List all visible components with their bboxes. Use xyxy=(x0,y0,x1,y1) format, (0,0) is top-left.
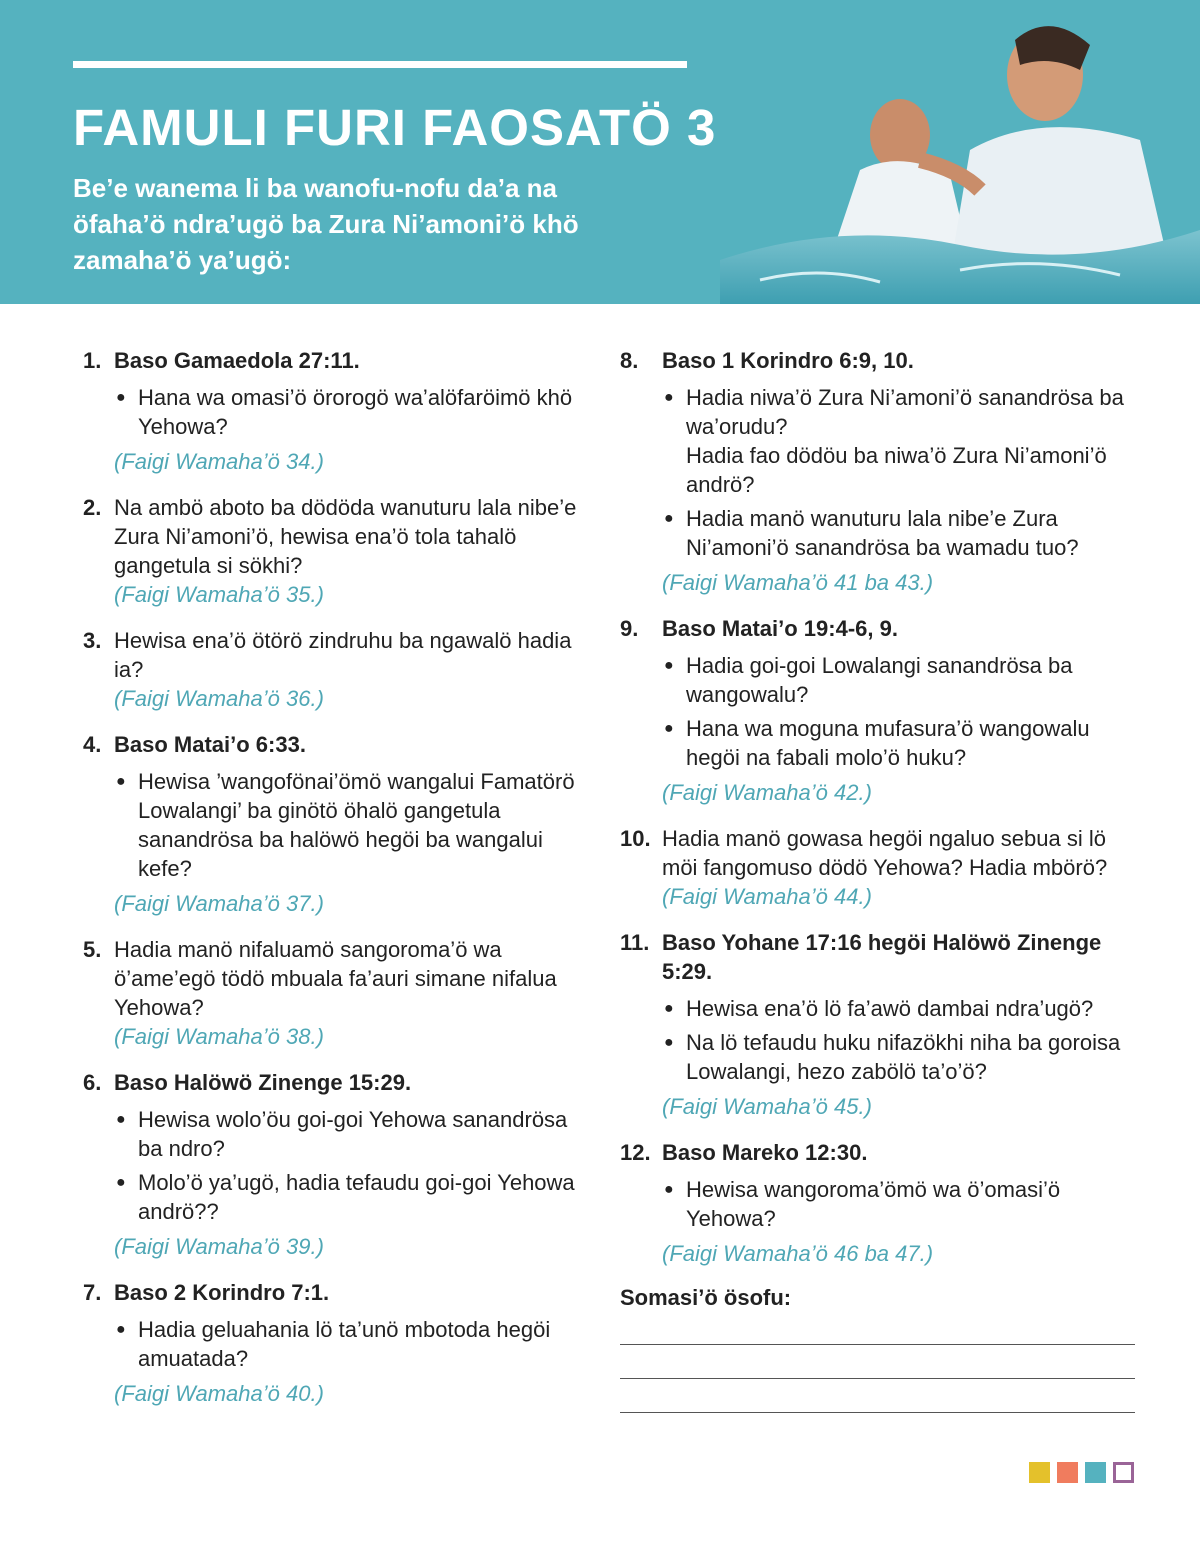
orange-square xyxy=(1057,1462,1078,1483)
question-number: 8. xyxy=(620,348,639,373)
question-number: 4. xyxy=(83,732,102,757)
question-item xyxy=(620,346,1135,597)
question-number: 1. xyxy=(83,348,102,373)
scripture-heading: Baso Halöwö Zinenge 15:29. xyxy=(114,1070,412,1095)
question-text: Hewisa ena’ö ötörö zindruhu ba ngawalö hadia ia? xyxy=(114,628,572,682)
question-number: 12. xyxy=(620,1140,651,1165)
bullet-dot-icon: ● xyxy=(664,720,674,737)
scripture-heading: Baso Yohane 17:16 hegöi Halöwö Zinenge 5:29. xyxy=(662,930,1102,984)
question-number: 7. xyxy=(83,1280,102,1305)
header-banner xyxy=(0,0,1200,304)
question-item xyxy=(83,626,583,713)
question-item xyxy=(620,614,1135,807)
bullet-item xyxy=(114,1168,583,1226)
bullet-text: Hana wa moguna mufasura’ö wangowalu hegöi na fabali molo’ö huku? xyxy=(686,716,1090,770)
notes-line xyxy=(620,1378,1135,1379)
question-body xyxy=(114,346,583,476)
scripture-heading: Baso Matai’o 19:4-6, 9. xyxy=(662,616,898,641)
question-body xyxy=(662,346,1135,597)
question-item xyxy=(83,346,583,476)
bullet-dot-icon: ● xyxy=(664,510,674,527)
lesson-reference: (Faigi Wamaha’ö 35.) xyxy=(114,582,324,607)
question-body xyxy=(114,626,583,713)
question-text: Hadia manö gowasa hegöi ngaluo sebua si lö möi fangomuso dödö Yehowa? Hadia mbörö? xyxy=(662,826,1108,880)
scripture-heading: Baso Matai’o 6:33. xyxy=(114,732,306,757)
left-column xyxy=(83,346,583,1425)
question-number: 3. xyxy=(83,628,102,653)
question-number: 11. xyxy=(620,930,650,955)
notes-line xyxy=(620,1412,1135,1413)
lesson-reference: (Faigi Wamaha’ö 39.) xyxy=(114,1234,324,1259)
bullet-dot-icon: ● xyxy=(664,1181,674,1198)
lesson-reference: (Faigi Wamaha’ö 41 ba 43.) xyxy=(662,570,934,595)
bullet-dot-icon: ● xyxy=(664,1034,674,1051)
lesson-reference: (Faigi Wamaha’ö 36.) xyxy=(114,686,324,711)
bullet-text: Hewisa wangoroma’ömö wa ö’omasi’ö Yehowa? xyxy=(686,1177,1061,1231)
bullet-dot-icon: ● xyxy=(664,389,674,406)
header-rule xyxy=(73,61,687,68)
question-body xyxy=(114,1278,583,1408)
notes-label: Somasi’ö ösofu: xyxy=(620,1285,792,1310)
question-text: Hadia manö nifaluamö sangoroma’ö wa ö’ame’egö tödö mbuala fa’auri simane nifalua Yehowa? xyxy=(114,937,557,1020)
question-body xyxy=(114,730,583,918)
bullet-text: Hadia goi-goi Lowalangi sanandrösa ba wangowalu? xyxy=(686,653,1073,707)
lesson-reference: (Faigi Wamaha’ö 44.) xyxy=(662,884,872,909)
question-number: 2. xyxy=(83,495,102,520)
color-squares xyxy=(1029,1462,1134,1483)
page-title: FAMULI FURI FAOSATÖ 3 xyxy=(73,99,717,156)
bullet-item xyxy=(662,383,1135,499)
question-item xyxy=(83,1278,583,1408)
question-item xyxy=(620,928,1135,1121)
scripture-heading: Baso 2 Korindro 7:1. xyxy=(114,1280,330,1305)
bullet-text: Hadia manö wanuturu lala nibe’e Zura Ni’amoni’ö sanandrösa ba wamadu tuo? xyxy=(686,506,1079,560)
lesson-reference: (Faigi Wamaha’ö 45.) xyxy=(662,1094,872,1119)
question-item xyxy=(83,1068,583,1261)
right-column xyxy=(620,346,1135,1413)
bullet-item xyxy=(662,1028,1135,1086)
lesson-reference: (Faigi Wamaha’ö 37.) xyxy=(114,891,324,916)
question-number: 9. xyxy=(620,616,639,641)
question-item xyxy=(620,1138,1135,1268)
bullet-text: Hadia niwa’ö Zura Ni’amoni’ö sanandrösa ba wa’orudu? Hadia fao dödöu ba niwa’ö Zura Ni’amoni’ö andrö? xyxy=(686,385,1124,497)
bullet-item xyxy=(662,1175,1135,1233)
question-body xyxy=(114,493,583,609)
page-subtitle: Be’e wanema li ba wanofu-nofu da’a na öfaha’ö ndra’ugö ba Zura Ni’amoni’ö khö zamaha’ö ya’ugö: xyxy=(73,173,579,275)
question-number: 10. xyxy=(620,826,651,851)
bullet-item xyxy=(662,714,1135,772)
lesson-reference: (Faigi Wamaha’ö 34.) xyxy=(114,449,324,474)
question-item xyxy=(83,493,583,609)
bullet-text: Na lö tefaudu huku nifazökhi niha ba goroisa Lowalangi, hezo zabölö ta’o’ö? xyxy=(686,1030,1121,1084)
bullet-item xyxy=(114,383,583,441)
bullet-text: Hewisa ena’ö lö fa’awö dambai ndra’ugö? xyxy=(686,996,1094,1021)
question-body xyxy=(114,935,583,1051)
lesson-reference: (Faigi Wamaha’ö 46 ba 47.) xyxy=(662,1241,934,1266)
bullet-item xyxy=(114,1105,583,1163)
teal-square xyxy=(1085,1462,1106,1483)
bullet-text: Hana wa omasi’ö örorogö wa’alöfaröimö khö Yehowa? xyxy=(138,385,573,439)
question-body xyxy=(114,1068,583,1261)
question-text: Na ambö aboto ba dödöda wanuturu lala nibe’e Zura Ni’amoni’ö, hewisa ena’ö tola tahalö gangetula si sökhi? xyxy=(114,495,577,578)
question-body xyxy=(662,1138,1135,1268)
bullet-dot-icon: ● xyxy=(116,773,126,790)
bullet-text: Hewisa ’wangofönai’ömö wangalui Famatörö Lowalangi’ ba ginötö öhalö gangetula sanandrösa ba halöwö hegöi ba wangalui kefe? xyxy=(138,769,575,881)
lesson-reference: (Faigi Wamaha’ö 40.) xyxy=(114,1381,324,1406)
bullet-dot-icon: ● xyxy=(664,657,674,674)
outline-square xyxy=(1113,1462,1134,1483)
bullet-item xyxy=(662,504,1135,562)
question-number: 5. xyxy=(83,937,102,962)
bullet-item xyxy=(114,767,583,883)
lesson-reference: (Faigi Wamaha’ö 42.) xyxy=(662,780,872,805)
yellow-square xyxy=(1029,1462,1050,1483)
question-body xyxy=(662,928,1135,1121)
scripture-heading: Baso Gamaedola 27:11. xyxy=(114,348,360,373)
notes-line xyxy=(620,1344,1135,1345)
question-body xyxy=(662,614,1135,807)
scripture-heading: Baso Mareko 12:30. xyxy=(662,1140,868,1165)
question-item xyxy=(83,935,583,1051)
bullet-item xyxy=(662,994,1135,1023)
bullet-item xyxy=(114,1315,583,1373)
question-item xyxy=(83,730,583,918)
bullet-text: Hewisa wolo’öu goi-goi Yehowa sanandrösa ba ndro? xyxy=(138,1107,568,1161)
bullet-dot-icon: ● xyxy=(664,1000,674,1017)
bullet-text: Hadia geluahania lö ta’unö mbotoda hegöi amuatada? xyxy=(138,1317,551,1371)
bullet-dot-icon: ● xyxy=(116,389,126,406)
bullet-item xyxy=(662,651,1135,709)
bullet-dot-icon: ● xyxy=(116,1174,126,1191)
question-item xyxy=(620,824,1135,911)
question-number: 6. xyxy=(83,1070,102,1095)
bullet-text: Molo’ö ya’ugö, hadia tefaudu goi-goi Yehowa andrö?? xyxy=(138,1170,575,1224)
baptism-illustration xyxy=(720,0,1200,304)
lesson-reference: (Faigi Wamaha’ö 38.) xyxy=(114,1024,324,1049)
question-body xyxy=(662,824,1135,911)
scripture-heading: Baso 1 Korindro 6:9, 10. xyxy=(662,348,914,373)
bullet-dot-icon: ● xyxy=(116,1321,126,1338)
bullet-dot-icon: ● xyxy=(116,1111,126,1128)
